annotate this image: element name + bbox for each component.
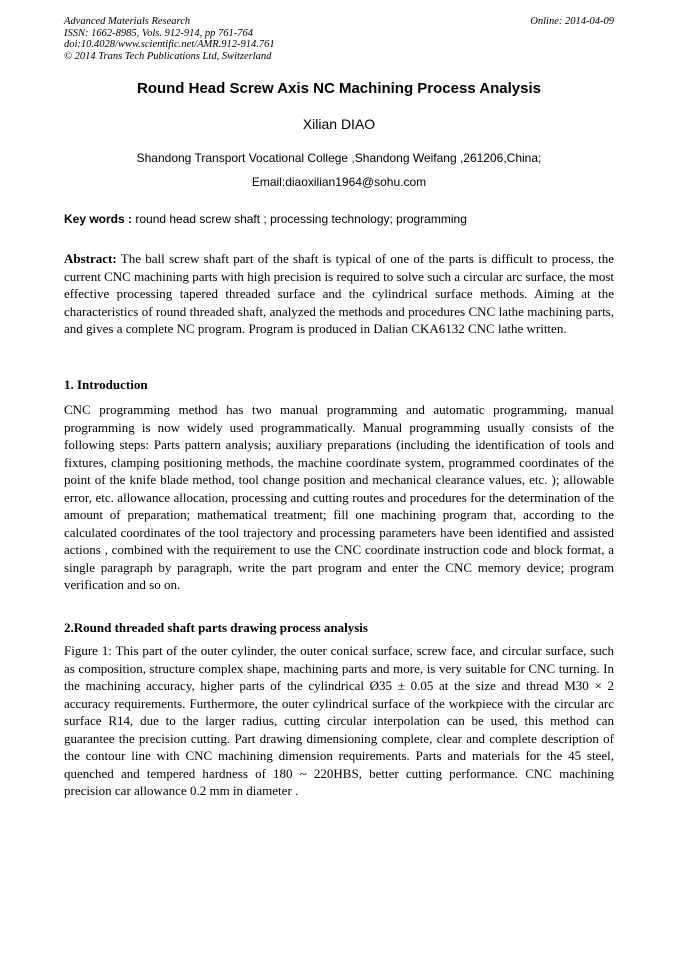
author-email[interactable]: Email:diaoxilian1964@sohu.com (251, 175, 427, 189)
online-date: Online: 2014-04-09 (530, 16, 614, 27)
section-body-drawing-analysis: Figure 1: This part of the outer cylinder, the outer conical surface, screw face, and circular surface, such as composition, structure complex shape, machining parts and more, is very suitable for CNC turning. In the machining accuracy, higher parts of the cylindrical Ø35 ± 0.05 at the size and thread M30 × 2 accuracy requirements. Furthermore, the outer cylindrical surface of the workpiece with the circular arc surface R14, due to the larger radius, cutting circular interpolation can be used, this method can guarantee the precision cutting. Part drawing dimensioning complete, clear and complete description of the contour line with CNC machining dimension requirements. Parts and materials for the 45 steel, quenched and tempered hardness of 180 ~ 220HBS, better cutting performance. CNC machining precision car allowance 0.2 mm in diameter . (64, 643, 614, 798)
abstract-label: Abstract: (64, 251, 117, 266)
section-body-introduction: CNC programming method has two manual programming and automatic programming, manual programming is now widely used programmatically. Manual programming usually consists of the following steps: Parts pattern analysis; auxiliary preparations (including the identification of tools and fixtures, clamping positioning methods, the machine coordinate system, programmed coordinates of the point of the knife blade method, tool change position and mechanical clearance values, etc. ); allowable error, etc. allowance allocation, processing and cutting routes and procedures for the determination of the amount of preparation; mathematical treatment; fill one machining program that, according to the calculated coordinates of the tool trajectory and processing parameters have been identified and assisted actions , combined with the requirement to use the CNC coordinate instruction code and block format, a single paragraph by paragraph, write the part program and enter the CNC memory device; program verification and so on. (64, 402, 614, 592)
keywords-text: round head screw shaft ; processing technology; programming (132, 212, 467, 226)
author-name: Xilian DIAO (302, 116, 376, 132)
section-heading-introduction: 1. Introduction (64, 377, 148, 392)
keywords-label: Key words : (64, 212, 133, 226)
issn-line: ISSN: 1662-8985, Vols. 912-914, pp 761-764 (64, 27, 253, 39)
paper-title: Round Head Screw Axis NC Machining Process Analysis (136, 80, 541, 97)
affiliation: Shandong Transport Vocational College ,Shandong Weifang ,261206,China; (136, 151, 542, 165)
journal-name: Advanced Materials Research (64, 16, 191, 27)
abstract-text: The ball screw shaft part of the shaft is typical of one of the parts is difficult to process, the current CNC machining parts with high precision is required to solve such a circular arc surface, the most effective processing tapered threaded surface and the cylindrical surface methods. Aiming at the characteristics of round threaded shaft, analyzed the methods and procedures CNC lathe machining parts, and gives a complete NC program. Program is produced in Dalian CKA6132 CNC lathe written. (64, 251, 614, 336)
journal-header (64, 16, 614, 62)
section-heading-drawing-analysis: 2.Round threaded shaft parts drawing process analysis (64, 620, 368, 635)
abstract (64, 250, 614, 338)
copyright-line: © 2014 Trans Tech Publications Ltd, Switzerland (64, 50, 272, 62)
keywords (64, 212, 614, 226)
doi-line[interactable]: doi:10.4028/www.scientific.net/AMR.912-914.761 (64, 39, 275, 50)
